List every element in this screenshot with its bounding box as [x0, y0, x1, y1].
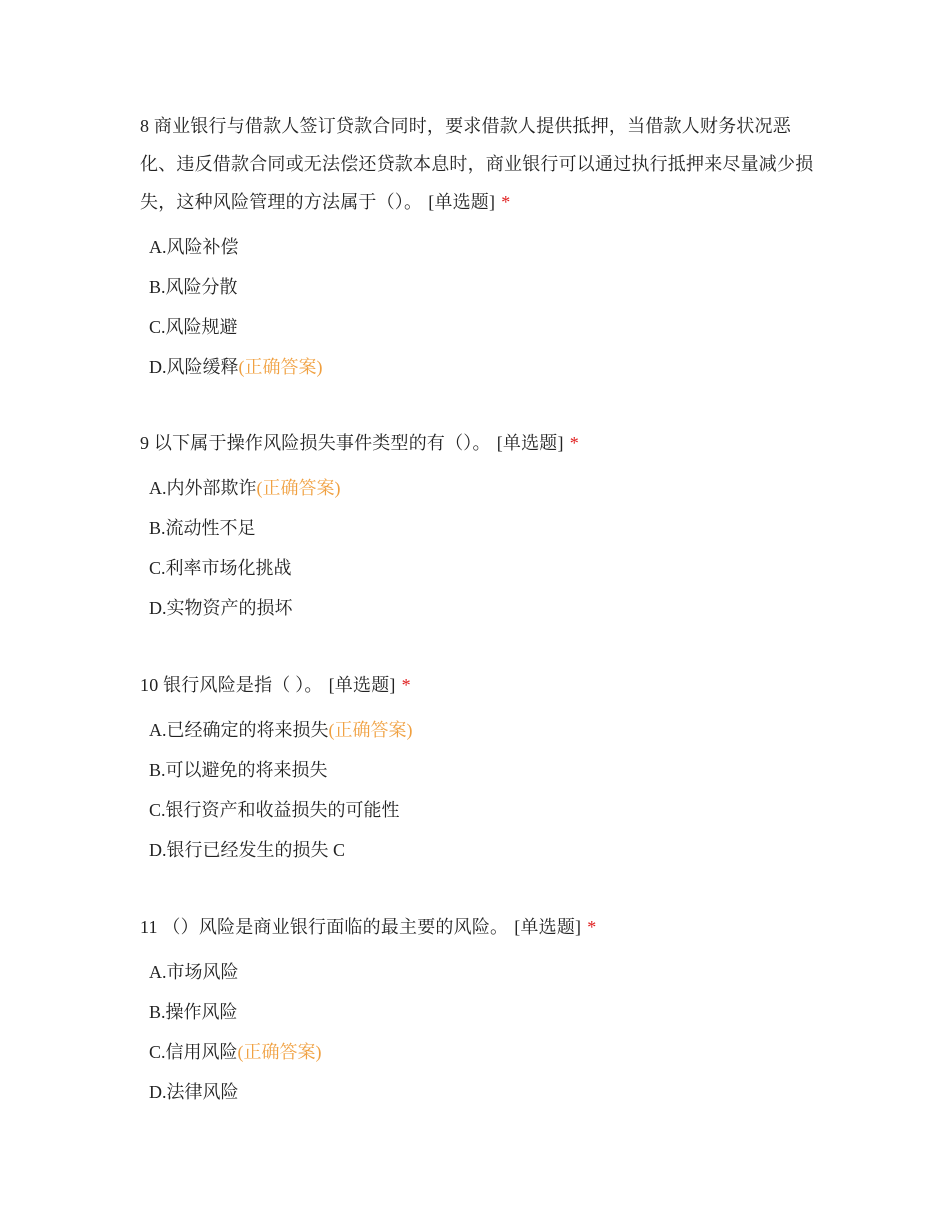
- option-text: B.可以避免的将来损失: [149, 760, 328, 780]
- option-d[interactable]: [140, 1072, 820, 1112]
- question-text: 8 商业银行与借款人签订贷款合同时，要求借款人提供抵押，当借款人财务状况恶化、违反借款合同或无法偿还贷款本息时，商业银行可以通过执行抵押来尽量减少损失，这种风险管理的方法属于（）。: [140, 116, 814, 212]
- option-text: C.信用风险: [149, 1042, 238, 1062]
- question-block: [140, 666, 820, 870]
- question-type-tag: [单选题]: [514, 917, 582, 937]
- question-text: 10 银行风险是指（ ）。: [140, 675, 323, 695]
- option-d[interactable]: [140, 347, 820, 387]
- option-c[interactable]: [140, 307, 820, 347]
- option-b[interactable]: [140, 267, 820, 307]
- question-block: [140, 908, 820, 1112]
- question-block: [140, 424, 820, 628]
- required-mark: *: [501, 192, 511, 212]
- option-text: C.银行资产和收益损失的可能性: [149, 800, 400, 820]
- option-text: B.操作风险: [149, 1002, 238, 1022]
- option-d[interactable]: [140, 830, 820, 870]
- option-text: D.银行已经发生的损失 C: [149, 840, 346, 860]
- option-text: C.风险规避: [149, 317, 238, 337]
- option-c[interactable]: [140, 790, 820, 830]
- option-text: A.已经确定的将来损失: [149, 720, 329, 740]
- required-mark: *: [569, 433, 579, 453]
- option-a[interactable]: [140, 468, 820, 508]
- option-c[interactable]: [140, 548, 820, 588]
- option-a[interactable]: [140, 227, 820, 267]
- option-text: D.风险缓释: [149, 357, 239, 377]
- option-text: D.实物资产的损坏: [149, 598, 293, 618]
- question-stem: [140, 908, 820, 946]
- question-stem: [140, 666, 820, 704]
- option-text: B.风险分散: [149, 277, 238, 297]
- question-stem: [140, 424, 820, 462]
- question-stem: [140, 107, 820, 221]
- option-text: A.内外部欺诈: [149, 478, 257, 498]
- question-type-tag: [单选题]: [496, 433, 564, 453]
- option-list: [140, 710, 820, 870]
- option-text: D.法律风险: [149, 1082, 239, 1102]
- option-c[interactable]: [140, 1032, 820, 1072]
- option-d[interactable]: [140, 588, 820, 628]
- question-text: 9 以下属于操作风险损失事件类型的有（）。: [140, 433, 491, 453]
- option-b[interactable]: [140, 992, 820, 1032]
- required-mark: *: [587, 917, 597, 937]
- required-mark: *: [401, 675, 411, 695]
- correct-answer-label: (正确答案): [328, 720, 413, 740]
- option-a[interactable]: [140, 952, 820, 992]
- option-list: [140, 227, 820, 387]
- question-block: [140, 107, 820, 387]
- option-b[interactable]: [140, 750, 820, 790]
- option-list: [140, 468, 820, 628]
- option-text: A.市场风险: [149, 962, 239, 982]
- correct-answer-label: (正确答案): [238, 357, 323, 377]
- question-type-tag: [单选题]: [428, 192, 496, 212]
- option-list: [140, 952, 820, 1112]
- question-text: 11 （）风险是商业银行面临的最主要的风险。: [140, 917, 509, 937]
- option-text: B.流动性不足: [149, 518, 256, 538]
- correct-answer-label: (正确答案): [256, 478, 341, 498]
- correct-answer-label: (正确答案): [237, 1042, 322, 1062]
- question-type-tag: [单选题]: [328, 675, 396, 695]
- option-a[interactable]: [140, 710, 820, 750]
- option-text: A.风险补偿: [149, 237, 239, 257]
- option-b[interactable]: [140, 508, 820, 548]
- option-text: C.利率市场化挑战: [149, 558, 292, 578]
